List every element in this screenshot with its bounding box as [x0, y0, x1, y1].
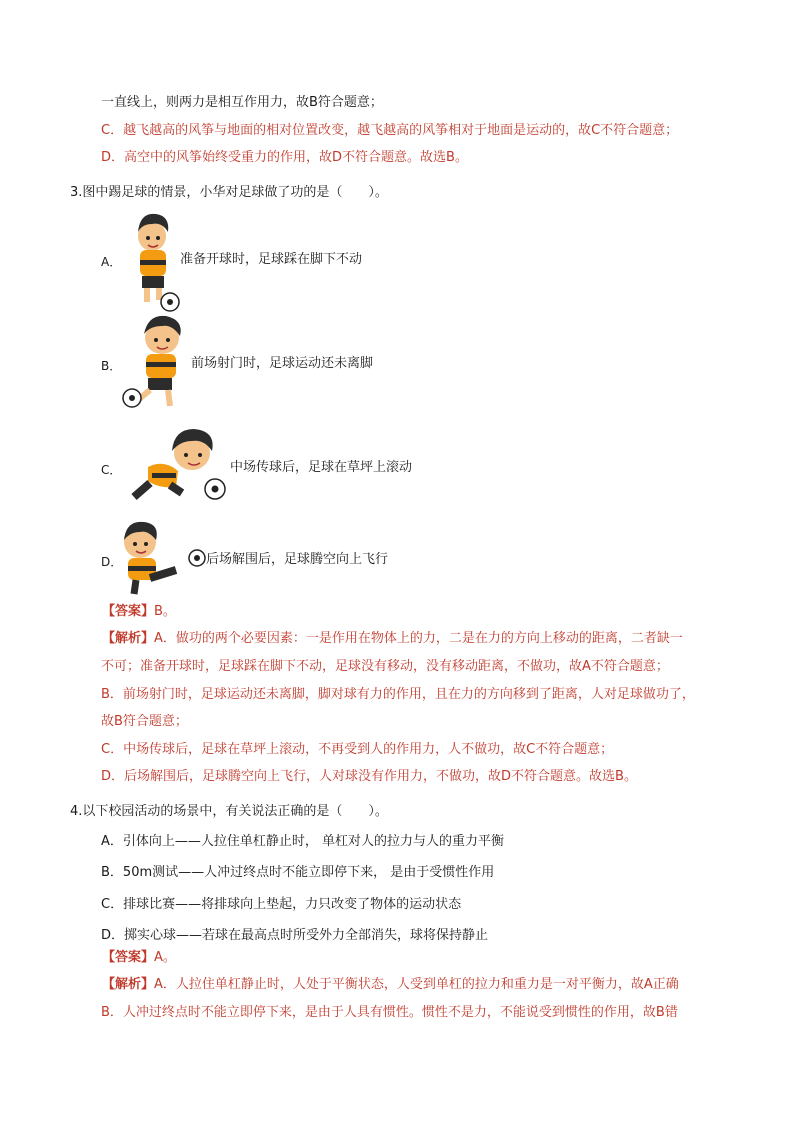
boy-clearing-ball-illustration [118, 518, 208, 598]
answer-tag: 【答案】 [102, 604, 155, 619]
answer-value: A。 [154, 950, 176, 965]
option-b-text: 前场射门时，足球运动还未离脚 [191, 356, 374, 371]
analysis-line [102, 630, 683, 648]
option-b-letter: B． [101, 359, 122, 373]
analysis-tag: 【解析】 [102, 977, 155, 992]
option-a-text: 准备开球时，足球踩在脚下不动 [180, 252, 363, 267]
analysis-line: D．后场解围后，足球腾空向上飞行，人对球没有作用力，不做功，故D不符合题意。故选B。 [101, 769, 637, 784]
analysis-tag: 【解析】 [102, 631, 155, 646]
option-b: B．50m测试——人冲过终点时不能立即停下来， 是由于受惯性作用 [101, 865, 495, 880]
option-c-text: 中场传球后，足球在草坪上滚动 [230, 460, 413, 475]
analysis-line: C．越飞越高的风筝与地面的相对位置改变，越飞越高的风筝相对于地面是运动的，故C不符合题意； [101, 123, 679, 138]
boy-shooting-illustration [120, 312, 192, 412]
option-d-text: 后场解围后，足球腾空向上飞行 [206, 552, 389, 567]
option-c-letter: C． [101, 463, 122, 477]
option-a-letter: A． [101, 255, 122, 269]
answer-tag: 【答案】 [102, 950, 155, 965]
option-d: D．掷实心球——若球在最高点时所受外力全部消失，球将保持静止 [101, 928, 489, 943]
question-4-stem: 4.以下校园活动的场景中，有关说法正确的是（ ）。 [70, 804, 388, 819]
analysis-text: A．做功的两个必要因素：一是作用在物体上的力，二是在力的方向上移动的距离，二者缺一 [154, 631, 683, 646]
analysis-line [102, 976, 679, 994]
answer-value: B。 [154, 604, 176, 619]
analysis-line: D．高空中的风筝始终受重力的作用，故D不符合题意。故选B。 [101, 150, 468, 165]
question-3-stem: 3.图中踢足球的情景，小华对足球做了功的是（ ）。 [70, 185, 388, 200]
option-a: A．引体向上——人拉住单杠静止时， 单杠对人的拉力与人的重力平衡 [101, 834, 505, 849]
analysis-line: C．中场传球后，足球在草坪上滚动，不再受到人的作用力，人不做功，故C不符合题意； [101, 742, 614, 757]
analysis-line: 故B符合题意； [101, 714, 188, 729]
option-c: C．排球比赛——将排球向上垫起，力只改变了物体的运动状态 [101, 897, 462, 912]
analysis-line: 一直线上，则两力是相互作用力，故B符合题意； [101, 95, 383, 110]
answer-line [102, 949, 176, 967]
analysis-line: 不可；准备开球时，足球踩在脚下不动，足球没有移动，没有移动距离，不做功，故A不符合题意； [101, 659, 669, 674]
answer-line [102, 603, 176, 621]
boy-standing-on-ball-illustration [128, 206, 182, 314]
option-d-letter: D． [101, 555, 123, 569]
boy-passing-illustration [120, 425, 232, 510]
analysis-text: A．人拉住单杠静止时，人处于平衡状态，人受到单杠的拉力和重力是一对平衡力，故A正确 [154, 977, 679, 992]
analysis-line: B．人冲过终点时不能立即停下来，是由于人具有惯性。惯性不是力，不能说受到惯性的作用，故B错 [101, 1005, 678, 1020]
analysis-line: B．前场射门时，足球运动还未离脚，脚对球有力的作用，且在力的方向移到了距离，人对足球做功了， [101, 687, 695, 702]
